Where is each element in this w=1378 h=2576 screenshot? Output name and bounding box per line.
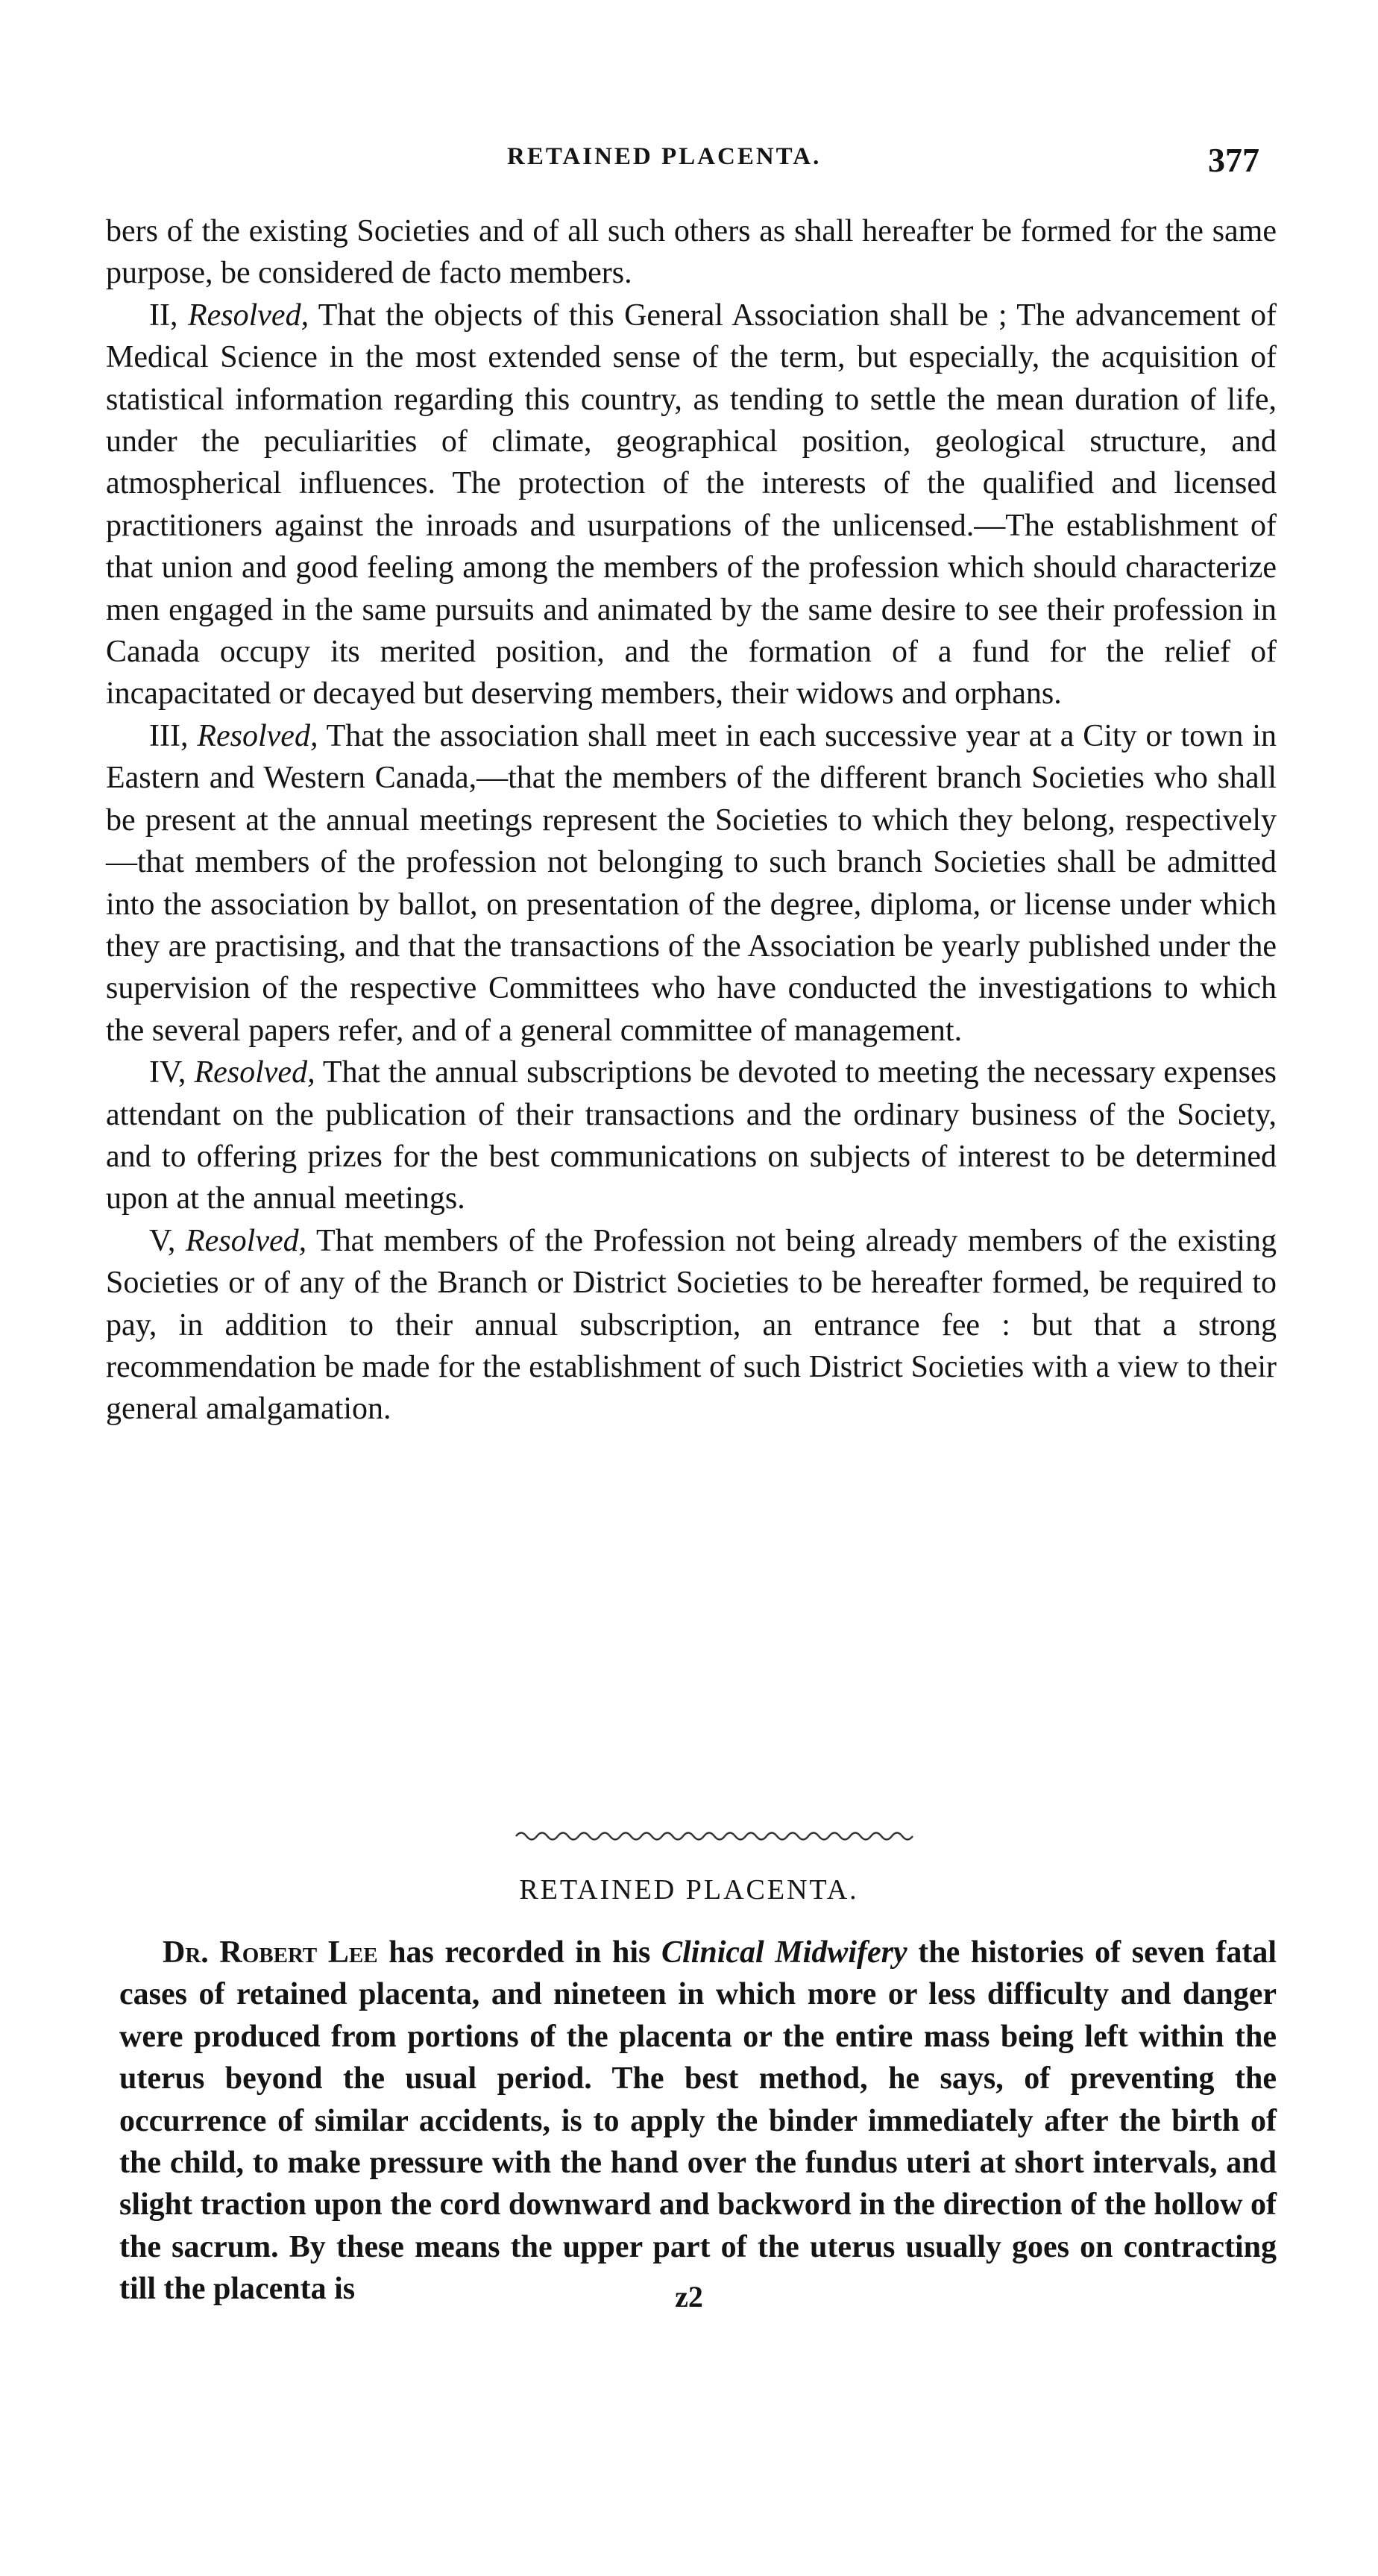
resolution-numeral: V, — [149, 1223, 176, 1258]
resolution-3 — [106, 715, 1277, 1052]
article-text: the histories of seven fatal cases of retained placenta, and nineteen in which more or less difficulty and danger were produced from portions of the placenta or the entire mass being left within the uterus beyond the usual period. The best method, he says, of preventing the occurrence of similar accidents, is to apply the binder immediately after the birth of the child, to make pressure with the hand over the fundus uteri at short intervals, and slight traction upon the cord downward and backword in the direction of the hollow of the sacrum. By these means the upper part of the uterus usually goes on contracting till the placenta is — [119, 1935, 1277, 2307]
resolution-text: That the objects of this General Association shall be ; The advancement of Medical Science in the most extended sense of the term, but especially, the acquisition of statistical information regarding this country, as tending to settle the mean duration of life, under the peculiarities of climate, geographical position, geological structure, and atmospherical influences. The protection of the interests of the qualified and licensed practitioners against the inroads and usurpations of the unlicensed.—The establishment of that union and good feeling among the members of the profession which should characterize men engaged in the same pursuits and animated by the same desire to see their profession in Canada occupy its merited position, and the formation of a fund for the relief of incapacitated or decayed but deserving members, their widows and orphans. — [106, 298, 1277, 711]
resolution-2 — [106, 295, 1277, 715]
resolution-text: That the association shall meet in each successive year at a City or town in Eastern and Western Canada,—that the members of the different branch Societies who shall be present at the annual meetings represent the Societies to which they belong, respectively—that members of the profession not belonging to such branch Societies shall be admitted into the association by ballot, on presentation of the degree, diploma, or license under which they are practising, and that the transactions of the Association be yearly published under the supervision of the respective Committees who have conducted the investigations to which the several papers refer, and of a general committee of management. — [106, 718, 1277, 1048]
running-head — [0, 143, 1378, 180]
ornamental-divider — [515, 1827, 917, 1845]
resolution-4 — [106, 1052, 1277, 1220]
resolution-numeral: II, — [149, 298, 178, 333]
resolutions-section — [106, 210, 1277, 1430]
article-paragraph — [119, 1932, 1277, 2310]
resolved-keyword: Resolved, — [197, 718, 318, 753]
resolution-5 — [106, 1220, 1277, 1430]
article-lead: has recorded in his — [377, 1935, 661, 1970]
page-number: 377 — [1208, 141, 1259, 179]
author-name: Dr. Robert Lee — [163, 1935, 378, 1970]
section-heading: RETAINED PLACENTA. — [519, 1874, 859, 1906]
running-title: RETAINED PLACENTA. — [507, 143, 822, 170]
resolved-keyword: Resolved, — [194, 1055, 315, 1090]
resolution-continuation: bers of the existing Societies and of all such others as shall hereafter be formed for the same purpose, be considered de facto members. — [106, 214, 1277, 291]
resolution-numeral: IV, — [149, 1055, 186, 1090]
resolved-keyword: Resolved, — [187, 298, 309, 333]
book-title: Clinical Midwifery — [661, 1935, 907, 1970]
resolved-keyword: Resolved, — [186, 1223, 307, 1258]
signature-mark: z2 — [675, 2280, 703, 2313]
article-body — [119, 1932, 1277, 2310]
resolution-text: That members of the Profession not being already members of the existing Societies or of any of the Branch or District Societies to be hereafter formed, be required to pay, in addition to their annual subscription, an entrance fee : but that a strong recommendation be made for the establishment of such District Societies with a view to their general amalgamation. — [106, 1223, 1277, 1427]
resolution-text: That the annual subscriptions be devoted to meeting the necessary expenses attendant on the publication of their transactions and the ordinary business of the Society, and to offering prizes for the best communications on subjects of interest to be determined upon at the annual meetings. — [106, 1055, 1277, 1216]
resolution-numeral: III, — [149, 718, 189, 753]
